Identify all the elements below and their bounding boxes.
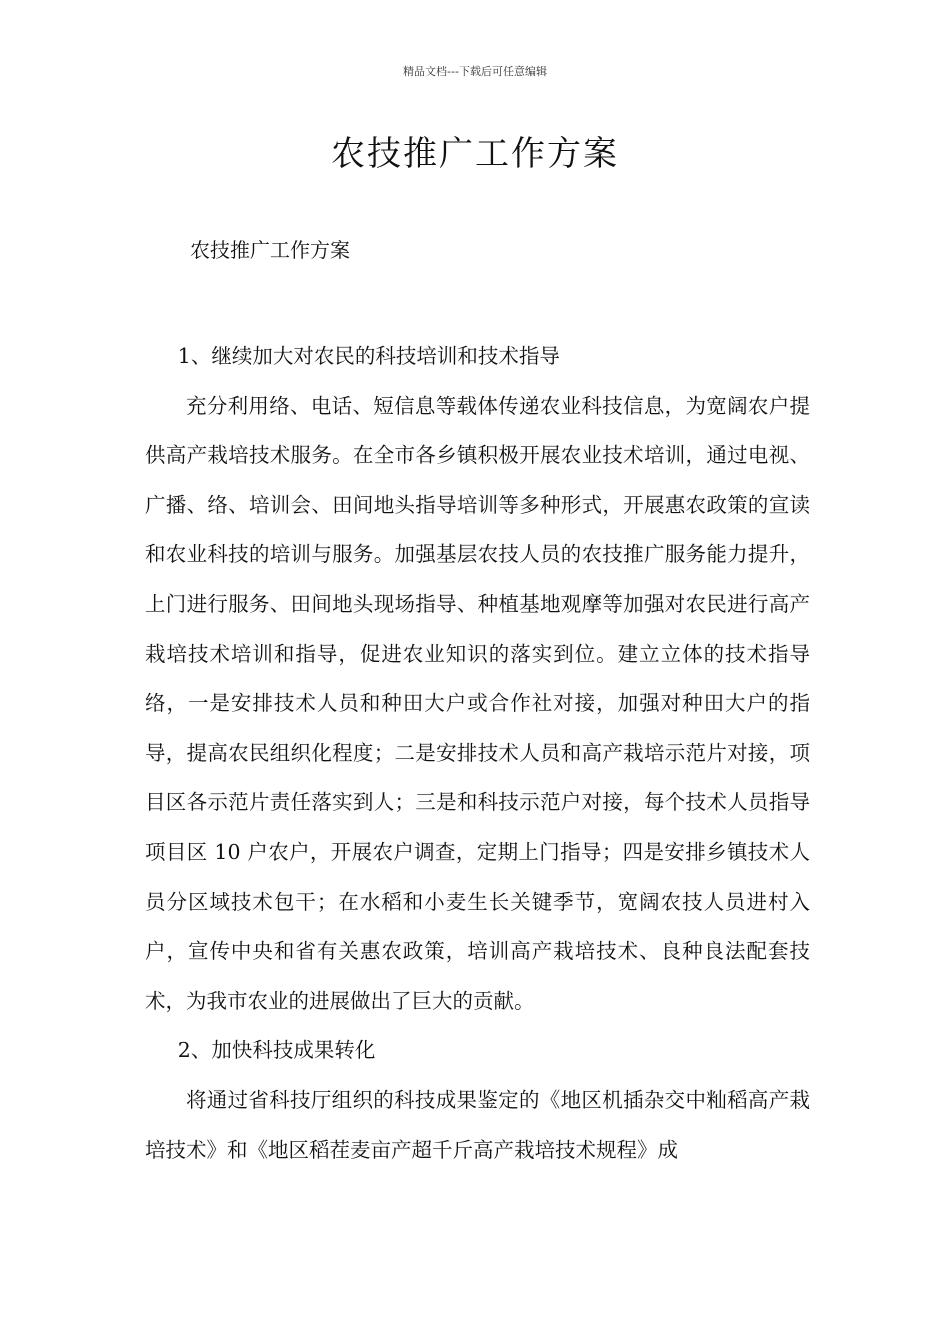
section-1-heading: 1、继续加大对农民的科技培训和技术指导 — [177, 344, 560, 368]
section-2-heading: 2、加快科技成果转化 — [177, 1038, 376, 1063]
section-2-paragraph: 将通过省科技厅组织的科技成果鉴定的《地区机插杂交中籼稻高产栽培技术》和《地区稻茬麦亩产超千斤高产栽培技术规程》成 — [145, 1087, 810, 1162]
document-subtitle: 农技推广工作方案 — [190, 238, 350, 262]
document-body — [145, 332, 810, 1175]
section-1-paragraph: 充分利用络、电话、短信息等载体传递农业科技信息，为宽阔农户提供高产栽培技术服务。在全市各乡镇积极开展农业技术培训，通过电视、广播、络、培训会、田间地头指导培训等多种形式，开展惠农政策的宣读和农业科技的培训与服务。加强基层农技人员的农技推广服务能力提升，上门进行服务、田间地头现场指导、种植基地观摩等加强对农民进行高产栽培技术培训和指导，促进农业知识的落实到位。建立立体的技术指导络，一是安排技术人员和种田大户或合作社对接，加强对种田大户的指导，提高农民组织化程度；二是安排技术人员和高产栽培示范片对接，项目区各示范片责任落实到人；三是和科技示范户对接，每个技术人员指导项目区 10 户农户，开展农户调查，定期上门指导；四是安排乡镇技术人员分区域技术包干；在水稻和小麦生长关键季节，宽阔农技人员进村入户，宣传中央和省有关惠农政策，培训高产栽培技术、良种良法配套技术，为我市农业的进展做出了巨大的贡献。 — [145, 393, 810, 1013]
page-header-note: 精品文档---下载后可任意编辑 — [403, 65, 547, 78]
document-title: 农技推广工作方案 — [331, 134, 619, 174]
